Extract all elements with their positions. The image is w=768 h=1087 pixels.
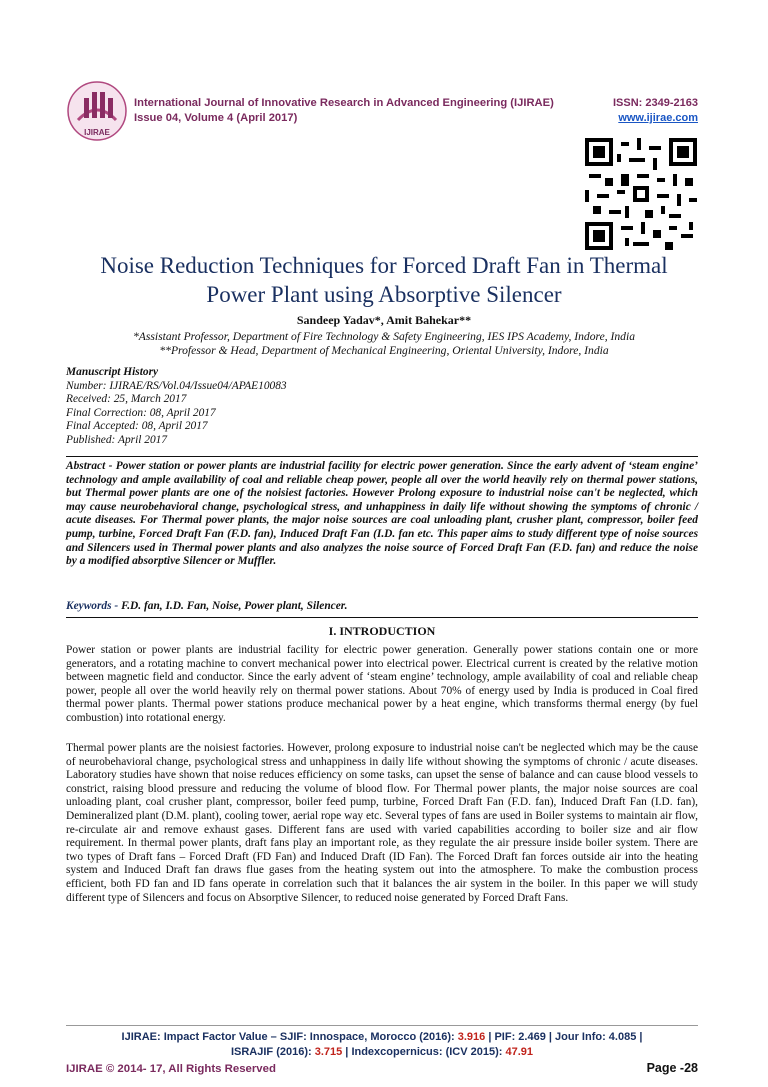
- journal-header: [134, 96, 604, 126]
- affiliation-1: *Assistant Professor, Department of Fire Technology & Safety Engineering, IES IPS Academy, Indore, India: [133, 330, 635, 343]
- paper-title: [40, 251, 728, 309]
- footer-metrics: [66, 1030, 698, 1060]
- authors: Sandeep Yadav*, Amit Bahekar**: [296, 313, 472, 327]
- journal-issue: Issue 04, Volume 4 (April 2017): [134, 112, 298, 124]
- abstract-label: Abstract -: [66, 460, 113, 472]
- footer-pif-text: | PIF: 2.469 | Jour Info: 4.085 |: [485, 1031, 643, 1043]
- manuscript-correction: Final Correction: 08, April 2017: [66, 406, 216, 419]
- copyright: IJIRAE © 2014- 17, All Rights Reserved: [66, 1063, 276, 1075]
- logo-text: IJIRAE: [84, 128, 110, 137]
- manuscript-heading: Manuscript History: [66, 366, 159, 378]
- abstract-text: Power station or power plants are industrial facility for electric power generation. Since the early advent of ‘steam engine’ technology and ample availability of coal and reliable cheap power, people all over the world heavily rely on thermal power stations, but Thermal power plants are one of the noisiest factories. However Prolong exposure to industrial noise can't be neglected, which may cause neurobehavioral change, psychological stress, and unhappiness in daily life without showing the symptoms of chronic / acute diseases. For Thermal power plants, the major noise sources are coal unloading plant, crusher plant, compressor, boiler feed pump, turbine, Forced Draft Fan (F.D. fan), Induced Draft Fan (I.D. fan etc. This paper aims to study different type of noise sources and Silencers used in Thermal power plants and also analyzes the noise source of Forced Draft Fan (F.D. fan) and reduce the noise by a modified absorptive Silencer or Muffler.: [66, 460, 698, 568]
- manuscript-received: Received: 25, March 2017: [66, 393, 187, 406]
- affiliation-2: **Professor & Head, Department of Mechanical Engineering, Oriental University, Indore, India: [159, 344, 609, 357]
- website-link[interactable]: www.ijirae.com: [618, 112, 698, 124]
- keywords-text: F.D. fan, I.D. Fan, Noise, Power plant, Silencer.: [121, 600, 348, 612]
- issn: ISSN: 2349-2163: [613, 97, 698, 109]
- manuscript-number: Number: IJIRAE/RS/Vol.04/Issue04/APAE10083: [66, 379, 287, 392]
- footer-israjif-text: ISRAJIF (2016):: [230, 1046, 315, 1058]
- manuscript-published: Published: April 2017: [66, 433, 168, 446]
- journal-meta: [560, 96, 698, 126]
- manuscript-accepted: Final Accepted: 08, April 2017: [66, 420, 208, 433]
- title-line-2: Power Plant using Absorptive Silencer: [206, 282, 562, 307]
- section-heading: I. INTRODUCTION: [328, 624, 436, 638]
- qr-code: [585, 138, 697, 250]
- footer-icv-value: 47.91: [505, 1046, 534, 1058]
- keywords: [66, 600, 698, 612]
- abstract: [66, 460, 698, 569]
- footer-icv-text: | Indexcopernicus: (ICV 2015):: [342, 1046, 506, 1058]
- divider-bottom: [66, 617, 698, 618]
- page-number: Page -28: [646, 1061, 698, 1075]
- intro-paragraph-1: Power station or power plants are industrial facility for electric power generation. Generally power stations contain one or more generators, and a rotating machine to convert mechanical power into electrical power. Electrical current is created by the relative motion between magnetic field and conductor. Since the early advent of ‘steam engine’ technology, ample availability of coal and reliable cheap power, people all over the world heavily rely on thermal power stations. About 70% of energy used by India is produced in Coal fired thermal power plants. Thermal power stations produce mechanical power by a heat engine, which transforms thermal energy (by fuel combustion) into rotational energy.: [66, 644, 698, 724]
- divider-top: [66, 456, 698, 457]
- footer-israjif-value: 3.715: [314, 1046, 343, 1058]
- footer-divider: [66, 1025, 698, 1026]
- journal-name: International Journal of Innovative Research in Advanced Engineering (IJIRAE): [134, 97, 554, 109]
- footer-sjif-value: 3.916: [457, 1031, 486, 1043]
- affiliations: [40, 330, 728, 358]
- intro-paragraph-2: Thermal power plants are the noisiest factories. However, prolong exposure to industrial noise can't be neglected which may be the cause of neurobehavioral change, psychological stress and unhappiness in daily life without showing the symptoms of chronic / acute diseases. Laboratory studies have shown that noise reduces efficiency on some tasks, can upset the sense of balance and can cause blood vessels to constrict, raising blood pressure and reducing the volume of blood flow. For Thermal power plants, the major noise sources are coal unloading plant, coal crusher plant, compressor, boiler feed pump, turbine, Forced Draft Fan (F.D. fan), Induced Draft Fan (I.D. fan), Demineralized plant (D.M. plant), cooling tower, aerial rope way etc. Several types of fans are used in Boiler systems to maintain air flow, re-circulate air and remove exhaust gases. Different fans are used with varied capabilities according to boiler size and air flow requirement. In thermal power plants, draft fans play an important role, as they regulate the air pressure inside boiler system. There are two types of Draft fans – Forced Draft (FD Fan) and Induced Draft (ID Fan). The Forced Draft fan forces outside air into the heating system and Induced Draft fan draws flue gases from the heating system out into the atmosphere. To make the combustion process efficient, both FD fan and ID fans operate in correlation such that it balances the air system in the boiler. In this paper we will study different type of Silencers and focus on Absorptive Silencer, to reduced noise generated by Forced Draft Fans.: [66, 742, 698, 904]
- journal-logo: [66, 80, 128, 142]
- keywords-label: Keywords -: [66, 600, 119, 612]
- manuscript-history: [66, 366, 466, 448]
- title-line-1: Noise Reduction Techniques for Forced Draft Fan in Thermal: [100, 253, 668, 278]
- footer-impact-text: IJIRAE: Impact Factor Value – SJIF: Innospace, Morocco (2016):: [121, 1031, 458, 1043]
